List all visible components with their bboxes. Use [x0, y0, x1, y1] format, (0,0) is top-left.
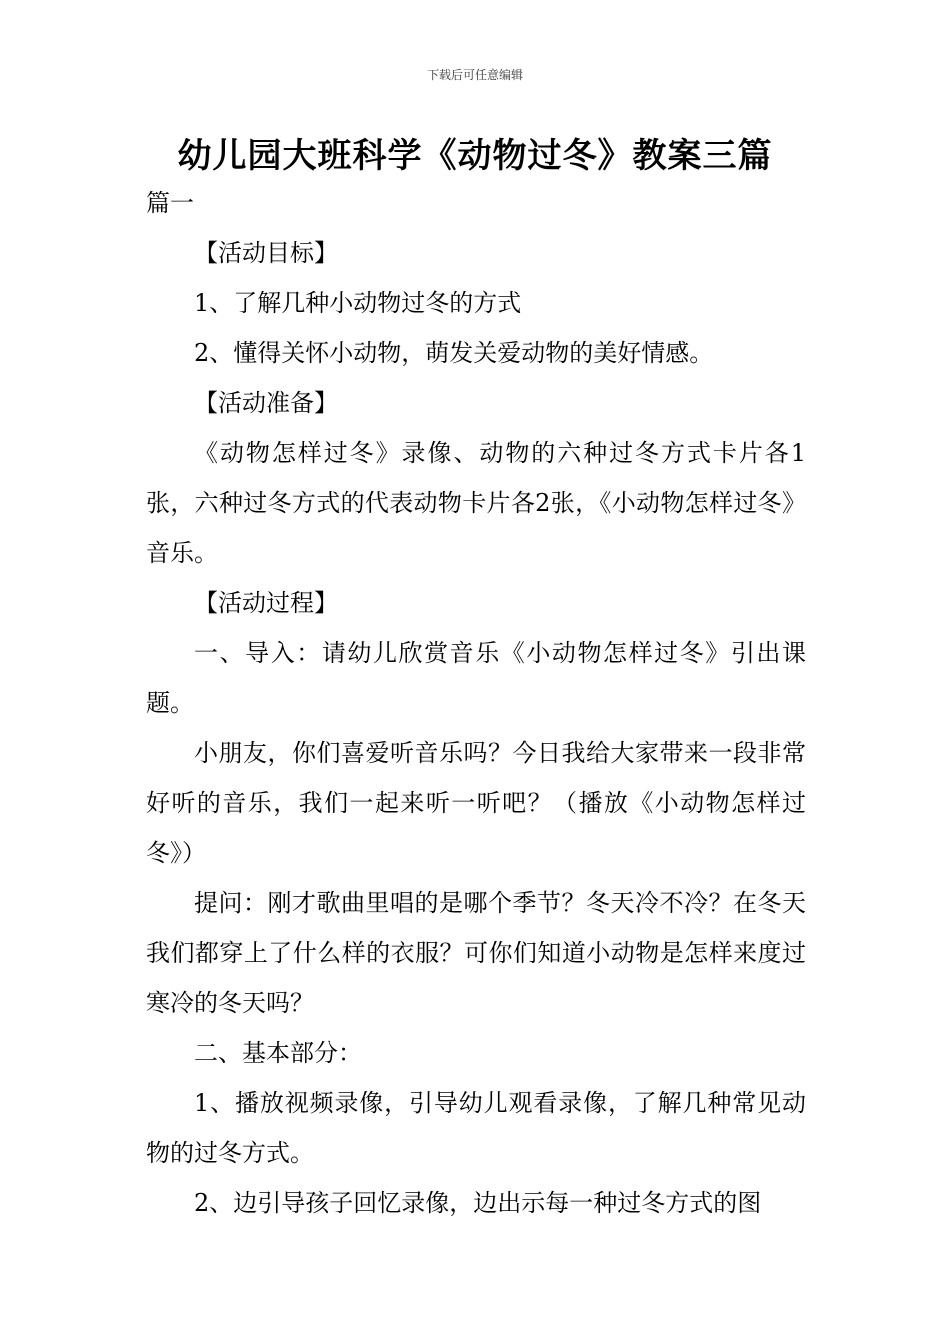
prep-heading: 【活动准备】 [194, 389, 338, 417]
step-intro: 一、导入：请幼儿欣赏音乐《小动物怎样过冬》引出课题。 [146, 639, 806, 717]
basic-item-2: 2、边引导孩子回忆录像，边出示每一种过冬方式的图 [194, 1189, 762, 1217]
document-title: 幼儿园大班科学《动物过冬》教案三篇 [177, 136, 773, 176]
paragraph-2: 提问：刚才歌曲里唱的是哪个季节？冬天冷不冷？在冬天我们都穿上了什么样的衣服？可你们知道小动物是怎样来度过寒冷的冬天吗？ [146, 889, 806, 1017]
header-note: 下载后可任意编辑 [426, 68, 523, 82]
process-heading: 【活动过程】 [194, 589, 338, 617]
goals-heading: 【活动目标】 [194, 239, 338, 267]
paragraph-1: 小朋友，你们喜爱听音乐吗？今日我给大家带来一段非常好听的音乐，我们一起来听一听吧？（播放《小动物怎样过冬》） [146, 739, 806, 867]
step-basic: 二、基本部分： [194, 1039, 362, 1067]
goal-item-2: 2、懂得关怀小动物，萌发关爱动物的美好情感。 [194, 339, 714, 367]
basic-item-1: 1、播放视频录像，引导幼儿观看录像，了解几种常见动物的过冬方式。 [146, 1089, 806, 1167]
part-label: 篇一 [146, 189, 194, 217]
document-body [146, 178, 806, 1228]
goal-item-1: 1、了解几种小动物过冬的方式 [194, 289, 522, 317]
prep-text: 《动物怎样过冬》录像、动物的六种过冬方式卡片各1张，六种过冬方式的代表动物卡片各2张，《小动物怎样过冬》音乐。 [146, 439, 806, 567]
